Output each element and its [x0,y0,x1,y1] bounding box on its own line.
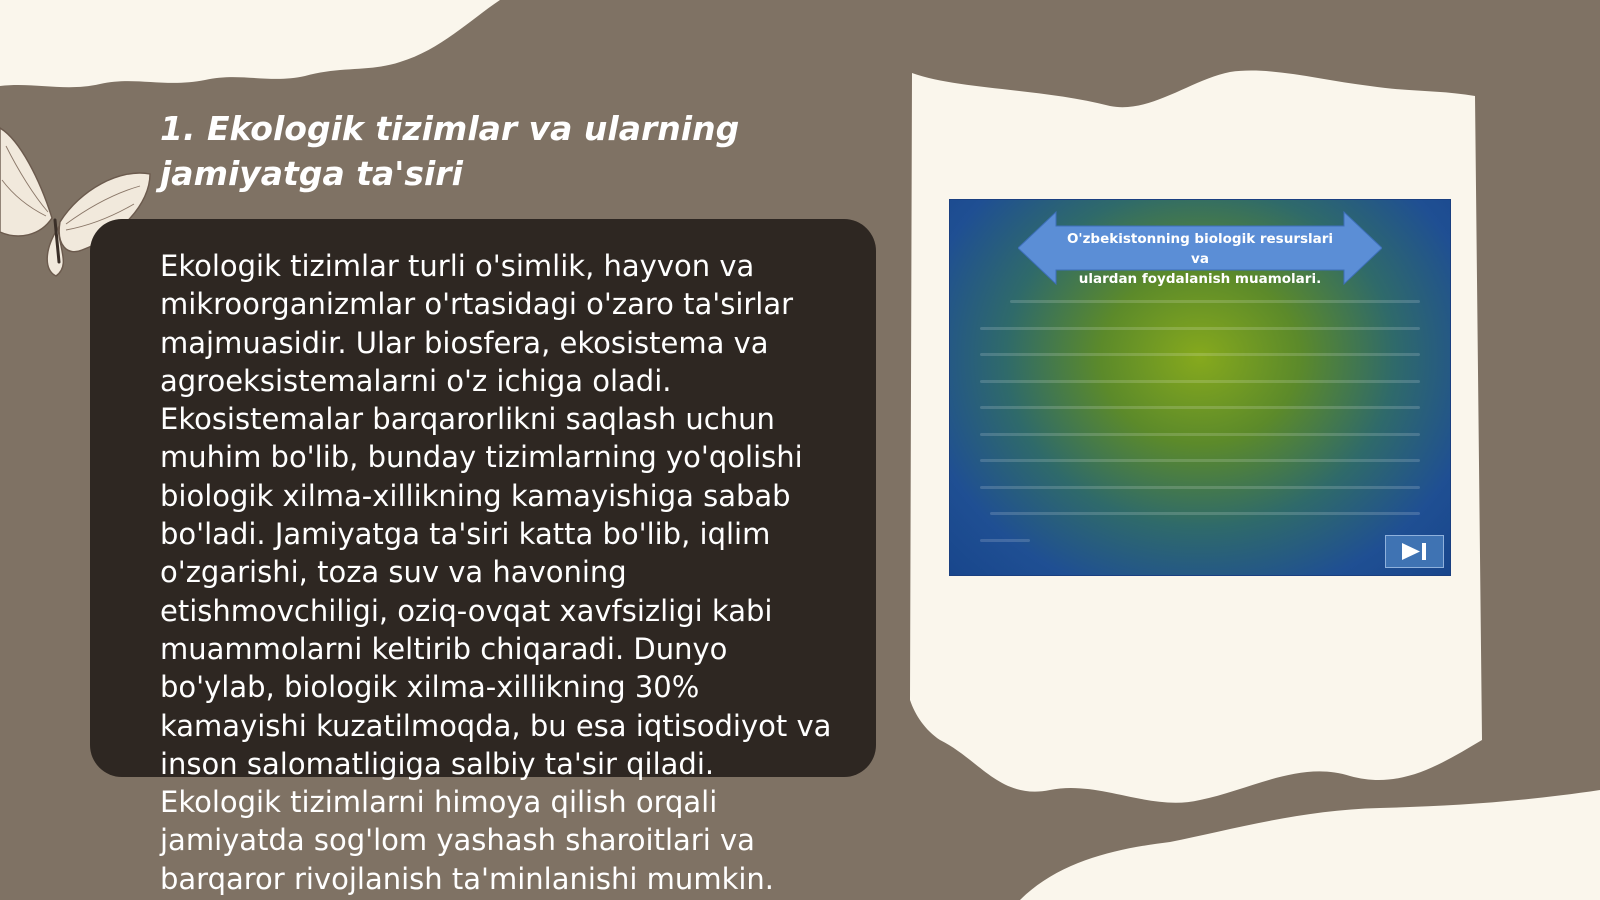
body-paragraph: Ekologik tizimlar turli o'simlik, hayvon va mikroorganizmlar o'rtasidagi o'zaro ta'sirlar majmuasidir. Ular biosfera, ekosistema va agroeksistemalarni o'z ichiga oladi. Ekosistemalar barqarorlikni saqlash uchun muhim bo'lib, bunday tizimlarning yo'qolishi biologik xilma-xillikning kamayishiga sabab bo'ladi. Jamiyatga ta'siri katta bo'lib, iqlim o'zgarishi, toza suv va havoning etishmovchiligi, oziq-ovqat xavfsizligi kabi muammolarni keltirib chiqaradi. Dunyo bo'ylab, biologik xilma-xillikning 30% kamayishi kuzatilmoqda, bu esa iqtisodiyot va inson salomatligiga salbiy ta'sir qiladi. Ekologik tizimlarni himoya qilish orqali jamiyatda sog'lom yashash sharoitlari va barqaror rivojlanish ta'minlanishi mumkin. [160,249,832,896]
thumbnail-text-line [990,512,1420,515]
next-slide-button[interactable] [1385,535,1444,568]
thumbnail-text-block [980,300,1420,565]
thumbnail-text-line [980,433,1420,436]
thumbnail-text-line [980,353,1420,356]
thumbnail-text-line [980,539,1030,542]
slide-thumbnail [950,200,1450,575]
thumbnail-text-line [980,380,1420,383]
thumbnail-text-line [980,459,1420,462]
thumbnail-title: O'zbekistonning biologik resurslari va ulardan foydalanish muamolari. [1066,231,1334,287]
thumbnail-text-line [980,486,1420,489]
thumbnail-text-line [980,327,1420,330]
thumbnail-text-line [1010,300,1420,303]
thumbnail-text-line [980,406,1420,409]
next-slide-icon [1386,536,1443,567]
slide-title: 1. Ekologik tizimlar va ularning jamiyatga ta'siri [160,109,740,193]
